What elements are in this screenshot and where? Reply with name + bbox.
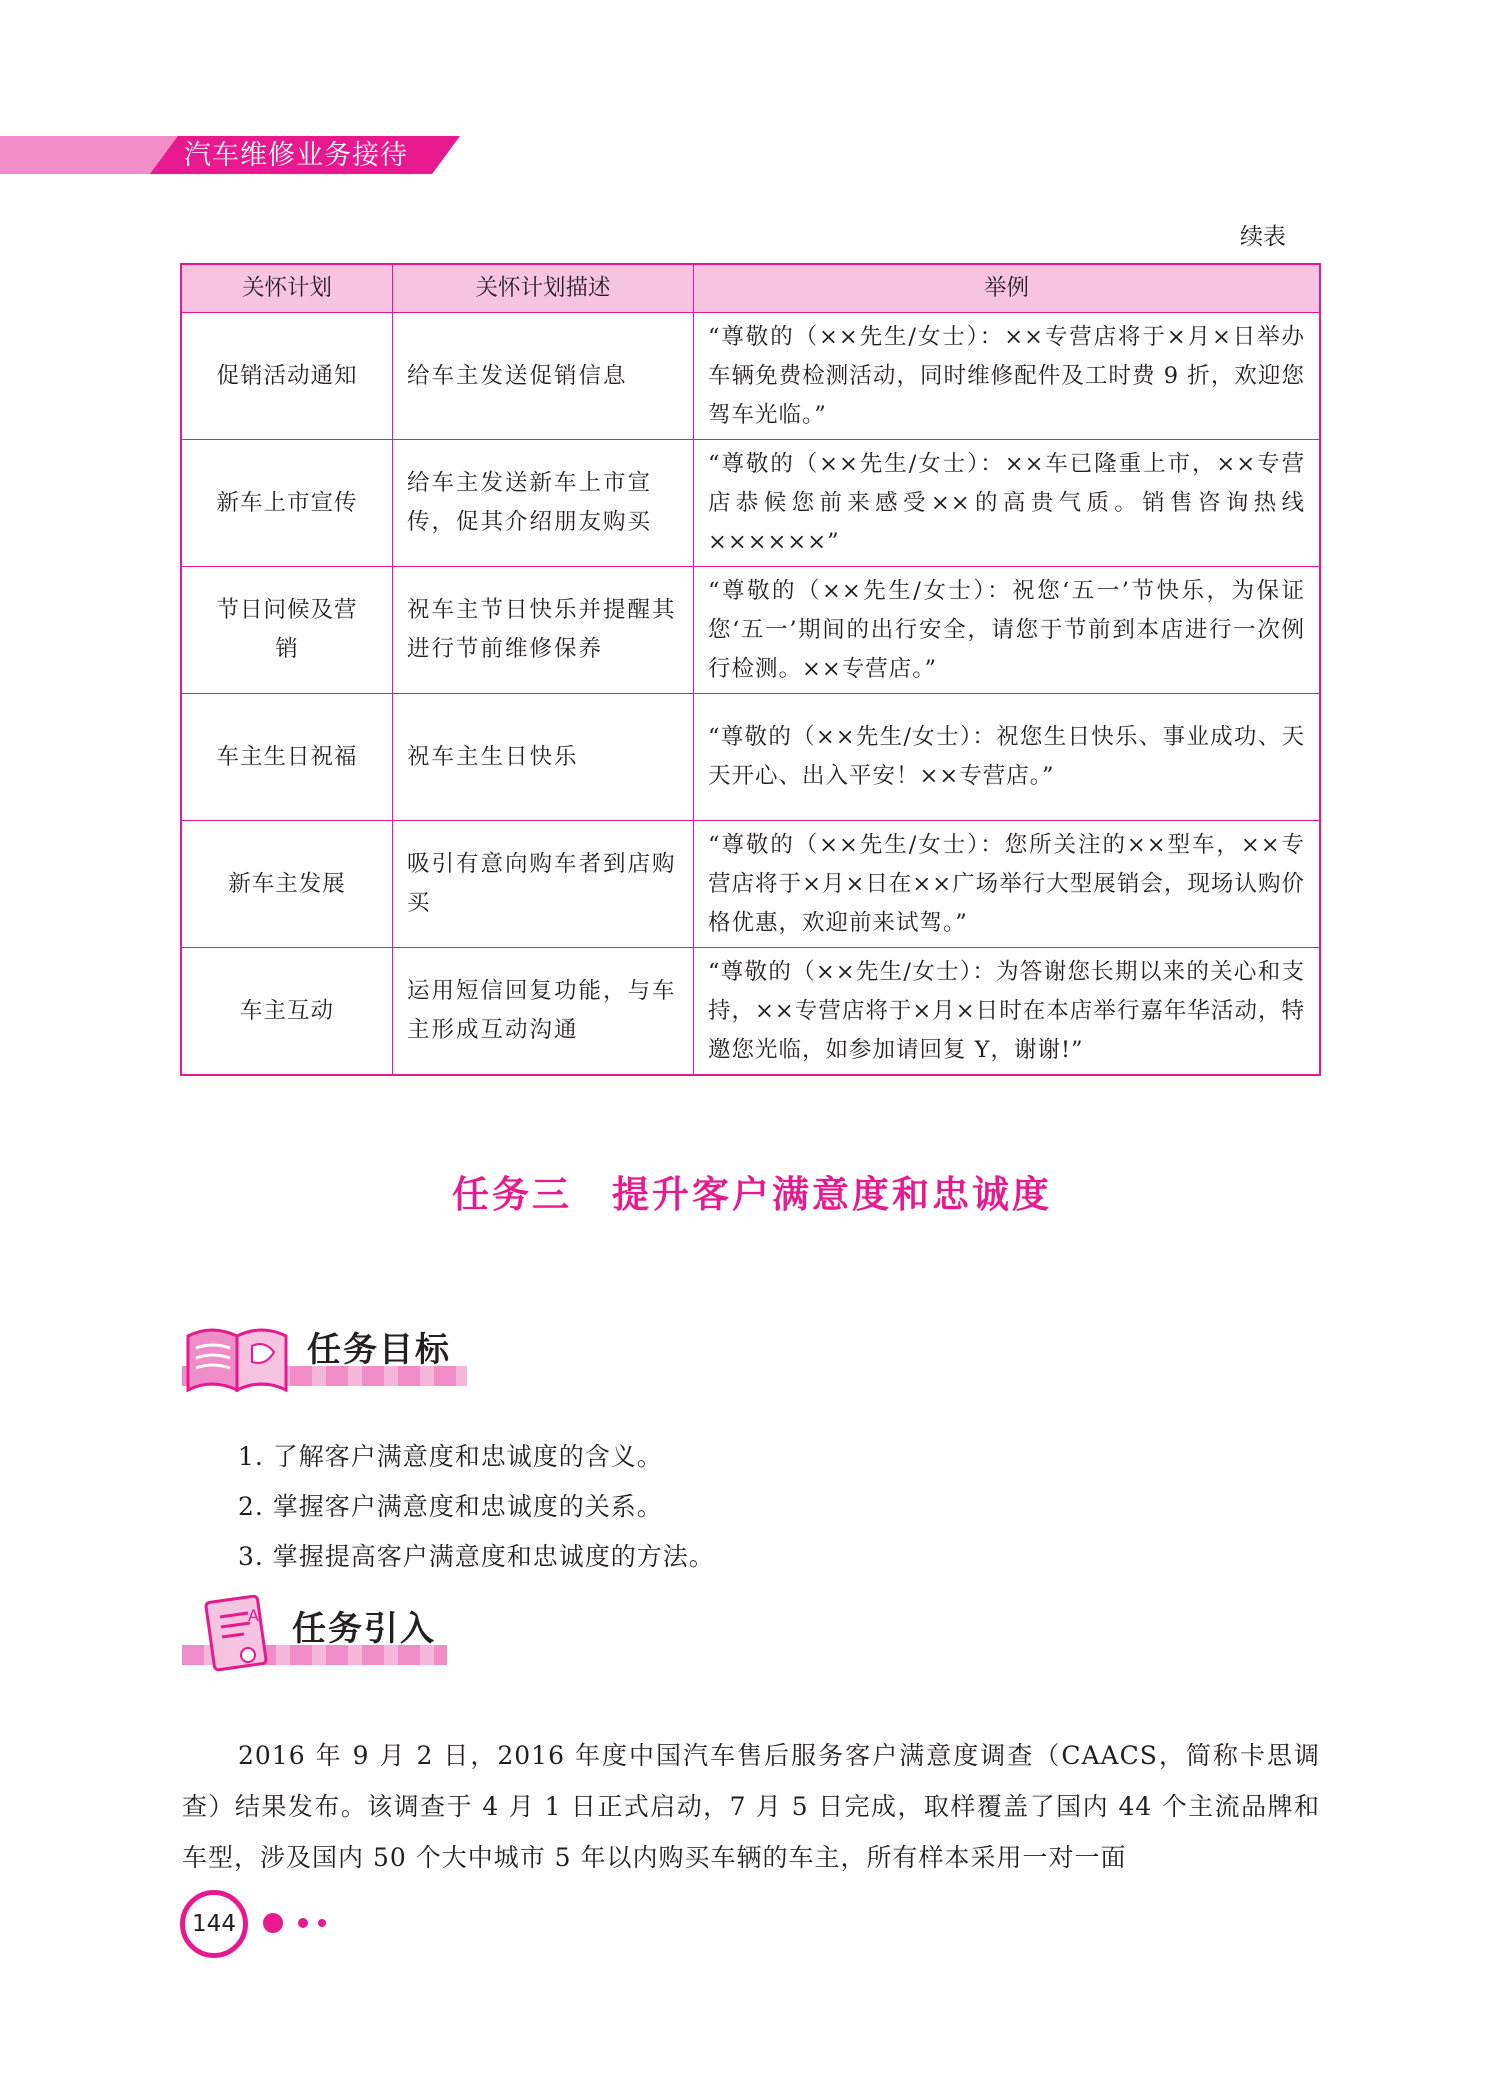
continued-label: 续表 bbox=[1240, 224, 1286, 250]
intro-heading bbox=[182, 1595, 472, 1675]
goals-heading-label: 任务目标 bbox=[307, 1330, 451, 1370]
svg-text:A: A bbox=[248, 1606, 259, 1625]
description-cell: 运用短信回复功能，与车主形成互动沟通 bbox=[393, 948, 694, 1076]
table-row bbox=[181, 567, 1320, 694]
plan-cell: 车主互动 bbox=[181, 948, 393, 1076]
table-row bbox=[181, 694, 1320, 821]
goals-heading bbox=[182, 1318, 472, 1398]
example-cell: “尊敬的（××先生/女士）：××专营店将于×月×日举办车辆免费检测活动，同时维修配件及工时费 9 折，欢迎您驾车光临。” bbox=[694, 313, 1321, 440]
list-item: 1. 了解客户满意度和忠诚度的含义。 bbox=[238, 1442, 663, 1471]
table-row bbox=[181, 440, 1320, 567]
plan-cell: 促销活动通知 bbox=[181, 313, 393, 440]
intro-paragraph: 2016 年 9 月 2 日，2016 年度中国汽车售后服务客户满意度调查（CAACS，简称卡思调查）结果发布。该调查于 4 月 1 日正式启动，7 月 5 日完成，取样覆盖了国内 44 个主流品牌和车型，涉及国内 50 个大中城市 5 年以内购买车辆的车主，所有样本采用一对一面 bbox=[182, 1741, 1320, 1872]
description-cell: 祝车主节日快乐并提醒其进行节前维修保养 bbox=[393, 567, 694, 694]
description-cell: 给车主发送促销信息 bbox=[393, 313, 694, 440]
open-book-icon bbox=[182, 1318, 292, 1398]
example-cell: “尊敬的（××先生/女士）：您所关注的××型车，××专营店将于×月×日在××广场举行大型展销会，现场认购价格优惠，欢迎前来试驾。” bbox=[694, 821, 1321, 948]
example-cell: “尊敬的（××先生/女士）：××车已隆重上市，××专营店恭候您前来感受××的高贵气质。销售咨询热线××××××” bbox=[694, 440, 1321, 567]
example-cell: “尊敬的（××先生/女士）：祝您‘五一’节快乐，为保证您‘五一’期间的出行安全，请您于节前到本店进行一次例行检测。××专营店。” bbox=[694, 567, 1321, 694]
page-number: 144 bbox=[180, 1890, 248, 1958]
intro-heading-label: 任务引入 bbox=[292, 1609, 436, 1649]
goals-list bbox=[238, 1432, 715, 1582]
list-item: 3. 掌握提高客户满意度和忠诚度的方法。 bbox=[238, 1542, 715, 1571]
plan-cell: 新车主发展 bbox=[181, 821, 393, 948]
page-dot-small bbox=[318, 1919, 326, 1927]
plan-cell: 新车上市宣传 bbox=[181, 440, 393, 567]
description-cell: 祝车主生日快乐 bbox=[393, 694, 694, 821]
description-cell: 给车主发送新车上市宣传，促其介绍朋友购买 bbox=[393, 440, 694, 567]
document-checklist-icon bbox=[192, 1595, 282, 1675]
table-row bbox=[181, 948, 1320, 1076]
example-cell: “尊敬的（××先生/女士）：为答谢您长期以来的关心和支持，××专营店将于×月×日时在本店举行嘉年华活动，特邀您光临，如参加请回复 Y，谢谢!” bbox=[694, 948, 1321, 1076]
column-header: 关怀计划描述 bbox=[393, 264, 694, 313]
care-plan-table bbox=[180, 263, 1321, 1076]
table-header-row bbox=[181, 264, 1320, 313]
plan-cell: 节日问候及营销 bbox=[181, 567, 393, 694]
book-title: 汽车维修业务接待 bbox=[184, 140, 408, 171]
section-title: 任务三 提升客户满意度和忠诚度 bbox=[452, 1173, 1052, 1216]
page-dot-medium bbox=[298, 1918, 308, 1928]
table-row bbox=[181, 313, 1320, 440]
column-header: 举例 bbox=[694, 264, 1321, 313]
description-cell: 吸引有意向购车者到店购买 bbox=[393, 821, 694, 948]
list-item: 2. 掌握客户满意度和忠诚度的关系。 bbox=[238, 1492, 663, 1521]
page-dot-large bbox=[263, 1913, 283, 1933]
table-row bbox=[181, 821, 1320, 948]
column-header: 关怀计划 bbox=[181, 264, 393, 313]
example-cell: “尊敬的（××先生/女士）：祝您生日快乐、事业成功、天天开心、出入平安！××专营店。” bbox=[694, 694, 1321, 821]
plan-cell: 车主生日祝福 bbox=[181, 694, 393, 821]
